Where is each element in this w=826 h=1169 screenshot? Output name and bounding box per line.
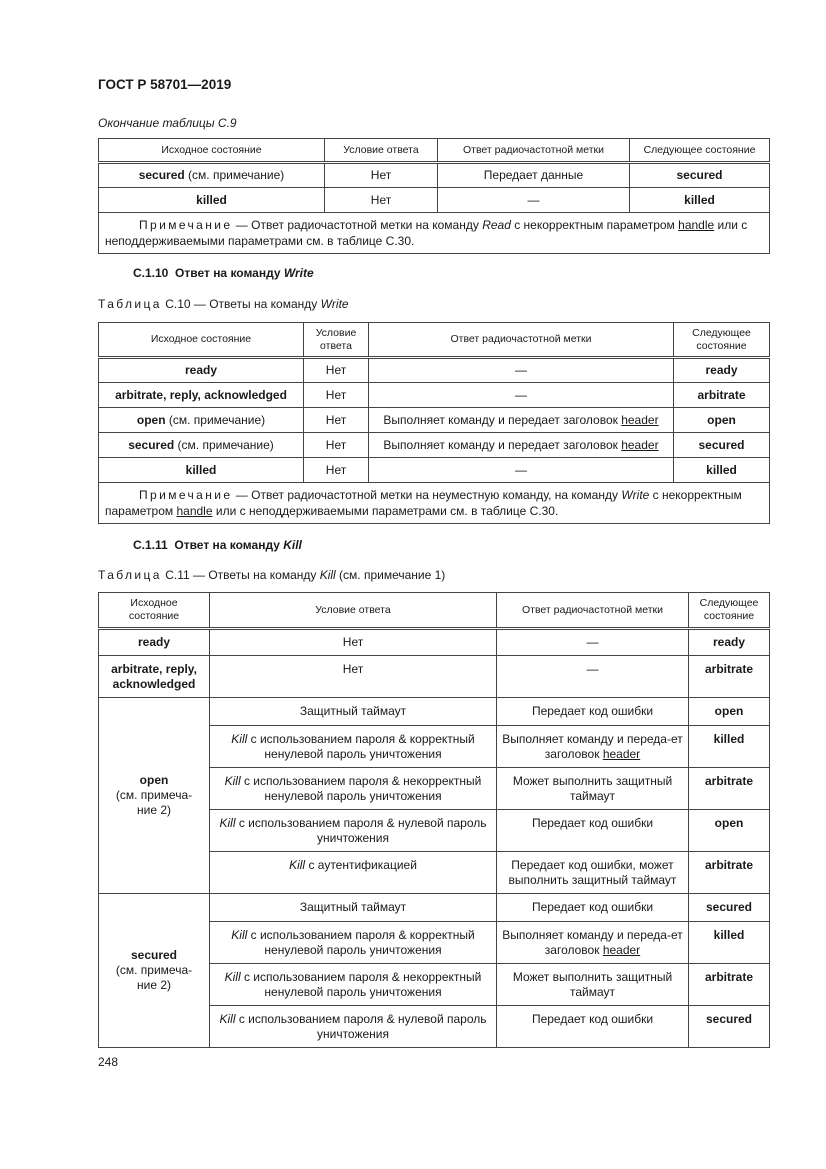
- condition-text: с использованием пароля & нулевой пароль уничтожения: [235, 816, 487, 845]
- table-row: [99, 656, 770, 698]
- kill-command: Kill: [219, 1012, 236, 1026]
- response-cell: Передает код ошибки: [497, 894, 689, 922]
- next-state-cell: open: [689, 810, 770, 852]
- table-c10: [98, 322, 770, 524]
- condition-cell: [210, 768, 497, 810]
- state-name: secured: [130, 948, 178, 962]
- condition-cell: Защитный таймаут: [210, 698, 497, 726]
- state-cell: killed: [99, 458, 304, 483]
- next-state-cell: arbitrate: [689, 852, 770, 894]
- response-cell: Может выполнить защитный таймаут: [497, 768, 689, 810]
- next-state-cell: killed: [689, 922, 770, 964]
- table-note-row: [99, 483, 770, 524]
- response-cell: —: [369, 458, 674, 483]
- kill-command: Kill: [224, 970, 241, 984]
- response-text: Выполняет команду и передает заголовок: [383, 437, 622, 452]
- table-row: [99, 163, 770, 188]
- state-group-cell: [99, 698, 210, 894]
- table-row: [99, 433, 770, 458]
- next-state-cell: ready: [689, 629, 770, 656]
- table-row: [99, 358, 770, 383]
- response-text: Выполняет команду и передает заголовок: [383, 412, 622, 427]
- table-note: [99, 483, 770, 524]
- response-cell: —: [369, 383, 674, 408]
- state-note: (см. примеча-ние 2): [115, 788, 193, 817]
- condition-cell: [210, 964, 497, 1006]
- condition-cell: [210, 1006, 497, 1048]
- section-heading-c111: [133, 538, 302, 552]
- col-header: Условие ответа: [304, 323, 369, 358]
- section-heading-c110: [133, 266, 314, 280]
- state-note: (см. примеча-ние 2): [115, 963, 193, 992]
- section-title: Ответ на команду: [174, 538, 284, 552]
- caption-command: Write: [320, 297, 349, 311]
- next-state-cell: arbitrate: [689, 768, 770, 810]
- response-cell: Передает код ошибки: [497, 1006, 689, 1048]
- state-name: open: [139, 773, 169, 787]
- document-header: ГОСТ Р 58701—2019: [98, 77, 232, 92]
- section-number: C.1.10: [133, 266, 169, 280]
- next-state-cell: ready: [674, 358, 770, 383]
- col-header: Ответ радиочастотной метки: [497, 593, 689, 629]
- state-cell: [99, 163, 325, 188]
- note-text: или с неподдерживаемыми параметрами см. в таблице C.30.: [212, 504, 559, 518]
- page-number: 248: [98, 1055, 119, 1069]
- kill-command: Kill: [289, 858, 306, 872]
- response-cell: —: [438, 188, 630, 213]
- table-note-row: [99, 213, 770, 254]
- caption-text: C.10 — Ответы на команду: [161, 297, 321, 311]
- caption-command: Kill: [319, 568, 336, 582]
- section-command: Write: [283, 266, 314, 280]
- kill-command: Kill: [224, 774, 241, 788]
- condition-cell: Нет: [304, 458, 369, 483]
- condition-cell: Нет: [210, 656, 497, 698]
- table-row: [99, 408, 770, 433]
- state-cell: arbitrate, reply, acknowledged: [99, 383, 304, 408]
- next-state-cell: arbitrate: [689, 964, 770, 1006]
- table-row: [99, 458, 770, 483]
- table-header-row: [99, 139, 770, 163]
- col-header: Исходное состояние: [99, 593, 210, 629]
- col-header: Следующее состояние: [674, 323, 770, 358]
- table-header-row: [99, 323, 770, 358]
- next-state-cell: killed: [630, 188, 770, 213]
- kill-command: Kill: [219, 816, 236, 830]
- response-cell: [497, 922, 689, 964]
- col-header: Ответ радиочастотной метки: [369, 323, 674, 358]
- state-note: (см. примечание): [165, 412, 266, 427]
- response-cell: —: [369, 358, 674, 383]
- note-text: с некорректным параметром: [105, 488, 742, 518]
- response-cell: [497, 726, 689, 768]
- condition-cell: Нет: [325, 163, 438, 188]
- table-header-row: [99, 593, 770, 629]
- response-cell: [369, 408, 674, 433]
- response-text: Выполняет команду и переда-ет заголовок: [502, 928, 683, 957]
- table-row: [99, 383, 770, 408]
- condition-cell: Нет: [304, 433, 369, 458]
- col-header: Исходное состояние: [99, 139, 325, 163]
- next-state-cell: killed: [674, 458, 770, 483]
- condition-text: с использованием пароля & корректный ненулевой пароль уничтожения: [247, 928, 475, 957]
- caption-word: Таблица: [98, 297, 162, 311]
- condition-cell: [210, 852, 497, 894]
- condition-text: с использованием пароля & некорректный ненулевой пароль уничтожения: [240, 774, 482, 803]
- condition-cell: Защитный таймаут: [210, 894, 497, 922]
- response-text: Выполняет команду и переда-ет заголовок: [502, 732, 683, 761]
- response-cell: Передает код ошибки, может выполнить защитный таймаут: [497, 852, 689, 894]
- condition-cell: Нет: [325, 188, 438, 213]
- section-command: Kill: [283, 538, 302, 552]
- note-label: Примечание: [139, 488, 233, 502]
- caption-text: (см. примечание 1): [335, 568, 446, 582]
- section-number: C.1.11: [133, 538, 168, 552]
- next-state-cell: killed: [689, 726, 770, 768]
- condition-text: с использованием пароля & нулевой пароль уничтожения: [235, 1012, 487, 1041]
- table-c9-caption: Окончание таблицы C.9: [98, 116, 237, 130]
- condition-cell: Нет: [304, 408, 369, 433]
- condition-cell: Нет: [304, 383, 369, 408]
- state-cell: [99, 433, 304, 458]
- response-param: header: [602, 943, 641, 957]
- response-param: header: [621, 412, 659, 427]
- table-c9: [98, 138, 770, 254]
- note-command: Read: [482, 218, 511, 232]
- note-text: — Ответ радиочастотной метки на команду: [232, 218, 483, 232]
- note-param: handle: [678, 218, 715, 232]
- condition-cell: [210, 922, 497, 964]
- next-state-cell: secured: [674, 433, 770, 458]
- condition-cell: Нет: [304, 358, 369, 383]
- note-text: или с неподдерживаемыми параметрами см. в таблице C.30.: [105, 218, 748, 248]
- state-name: secured: [138, 168, 185, 182]
- table-note: [99, 213, 770, 254]
- next-state-cell: secured: [689, 1006, 770, 1048]
- state-group-cell: [99, 894, 210, 1048]
- table-row: [99, 188, 770, 213]
- state-cell: [99, 408, 304, 433]
- response-cell: Может выполнить защитный таймаут: [497, 964, 689, 1006]
- state-name: killed: [196, 192, 227, 207]
- response-cell: Передает код ошибки: [497, 698, 689, 726]
- condition-text: с использованием пароля & корректный ненулевой пароль уничтожения: [247, 732, 475, 761]
- note-param: handle: [176, 504, 213, 518]
- col-header: Следующее состояние: [630, 139, 770, 163]
- next-state-cell: open: [689, 698, 770, 726]
- state-name: open: [136, 412, 166, 427]
- condition-cell: [210, 810, 497, 852]
- note-label: Примечание: [139, 218, 233, 232]
- table-c11: [98, 592, 770, 1048]
- condition-cell: Нет: [210, 629, 497, 656]
- condition-text: с использованием пароля & некорректный ненулевой пароль уничтожения: [240, 970, 482, 999]
- table-row: [99, 698, 770, 726]
- response-cell: —: [497, 656, 689, 698]
- table-row: [99, 894, 770, 922]
- next-state-cell: secured: [630, 163, 770, 188]
- next-state-cell: arbitrate: [689, 656, 770, 698]
- caption-word: Таблица: [98, 568, 162, 582]
- kill-command: Kill: [231, 928, 248, 942]
- state-cell: [99, 188, 325, 213]
- state-note: (см. примечание): [184, 168, 285, 182]
- caption-text: C.11 — Ответы на команду: [161, 568, 320, 582]
- state-cell: ready: [99, 358, 304, 383]
- state-note: (см. примечание): [174, 437, 274, 452]
- kill-command: Kill: [231, 732, 248, 746]
- col-header: Ответ радиочастотной метки: [438, 139, 630, 163]
- next-state-cell: open: [674, 408, 770, 433]
- note-command: Write: [621, 488, 650, 502]
- condition-text: с аутентификацией: [305, 858, 417, 872]
- col-header: Исходное состояние: [99, 323, 304, 358]
- section-title: Ответ на команду: [175, 266, 284, 280]
- table-c10-caption: [98, 297, 349, 311]
- col-header: Условие ответа: [210, 593, 497, 629]
- note-text: — Ответ радиочастотной метки на неуместную команду, на команду: [232, 488, 622, 502]
- col-header: Условие ответа: [325, 139, 438, 163]
- table-c11-caption: [98, 568, 445, 582]
- response-param: header: [621, 437, 659, 452]
- state-name: secured: [128, 437, 175, 452]
- note-text: с некорректным параметром: [510, 218, 679, 232]
- next-state-cell: secured: [689, 894, 770, 922]
- state-cell: ready: [99, 629, 210, 656]
- state-cell: arbitrate, reply, acknowledged: [99, 656, 210, 698]
- response-cell: —: [497, 629, 689, 656]
- response-cell: Передает код ошибки: [497, 810, 689, 852]
- next-state-cell: arbitrate: [674, 383, 770, 408]
- response-param: header: [602, 747, 641, 761]
- response-cell: [369, 433, 674, 458]
- col-header: Следующее состояние: [689, 593, 770, 629]
- condition-cell: [210, 726, 497, 768]
- table-row: [99, 629, 770, 656]
- response-cell: Передает данные: [438, 163, 630, 188]
